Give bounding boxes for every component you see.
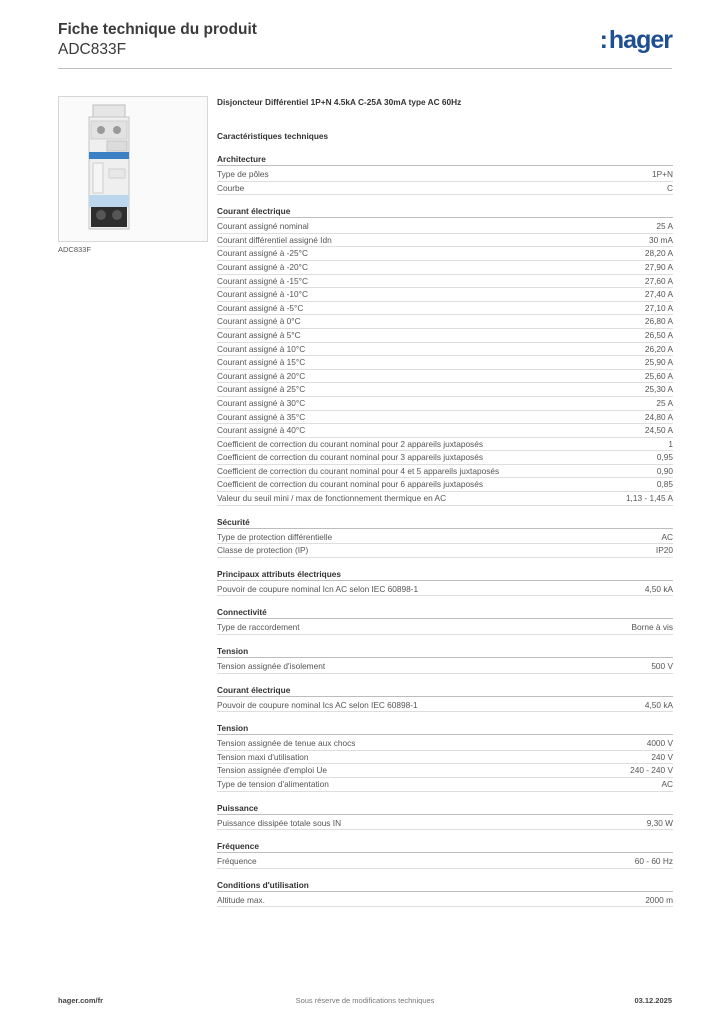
document-header: [58, 20, 257, 59]
circuit-breaker-icon: [59, 97, 207, 241]
section-title: Fréquence: [217, 840, 673, 853]
spec-section: [217, 568, 673, 597]
spec-row: [217, 621, 673, 635]
spec-label: Type de raccordement: [217, 622, 300, 633]
spec-row: [217, 182, 673, 196]
spec-label: Classe de protection (IP): [217, 545, 309, 556]
spec-row: [217, 411, 673, 425]
spec-row: [217, 751, 673, 765]
footer-website-link[interactable]: hager.com/fr: [58, 996, 104, 1005]
spec-section: [217, 645, 673, 674]
spec-label: Courant différentiel assigné Idn: [217, 234, 332, 245]
spec-label: Courant assigné à 25°C: [217, 384, 306, 395]
spec-section: [217, 802, 673, 831]
spec-value: 24,80 A: [644, 411, 673, 422]
footer-disclaimer: Sous réserve de modifications techniques: [295, 996, 435, 1005]
spec-label: Courant assigné à 30°C: [217, 397, 306, 408]
spec-label: Tension maxi d'utilisation: [217, 751, 309, 762]
section-title: Principaux attributs électriques: [217, 568, 673, 581]
spec-row: [217, 343, 673, 357]
spec-value: 500 V: [651, 661, 673, 672]
section-title: Architecture: [217, 153, 673, 166]
spec-row: [217, 247, 673, 261]
spec-row: [217, 261, 673, 275]
spec-row: [217, 397, 673, 411]
spec-value: 26,80 A: [644, 316, 673, 327]
spec-label: Courant assigné à -15°C: [217, 275, 308, 286]
spec-value: 30 mA: [649, 234, 673, 245]
spec-value: 25,30 A: [644, 384, 673, 395]
spec-value: AC: [661, 779, 673, 789]
logo-mark-icon: :: [599, 26, 608, 54]
spec-row: [217, 315, 673, 329]
section-title: Tension: [217, 645, 673, 658]
spec-value: 1P+N: [652, 169, 673, 179]
spec-label: Courant assigné à -10°C: [217, 289, 308, 300]
section-title: Connectivité: [217, 606, 673, 619]
spec-label: Courbe: [217, 182, 245, 193]
spec-row: [217, 168, 673, 182]
spec-value: 0,85: [656, 479, 673, 490]
document-footer: [58, 996, 672, 1008]
spec-row: [217, 764, 673, 778]
spec-section: [217, 840, 673, 869]
spec-section: [217, 205, 673, 505]
spec-section: [217, 516, 673, 558]
spec-row: [217, 438, 673, 452]
spec-label: Fréquence: [217, 856, 257, 867]
spec-section: [217, 684, 673, 713]
spec-row: [217, 531, 673, 545]
spec-value: AC: [661, 531, 673, 542]
spec-value: 1: [668, 438, 673, 449]
hager-logo: [600, 26, 672, 55]
spec-label: Puissance dissipée totale sous IN: [217, 817, 342, 828]
spec-label: Pouvoir de coupure nominal Icn AC selon IEC 60898-1: [217, 583, 419, 594]
spec-label: Type de protection différentielle: [217, 531, 333, 542]
spec-row: [217, 660, 673, 674]
spec-label: Type de pôles: [217, 169, 269, 179]
spec-label: Pouvoir de coupure nominal Ics AC selon IEC 60898-1: [217, 699, 418, 710]
section-title: Tension: [217, 722, 673, 735]
spec-value: 28,20 A: [644, 248, 673, 259]
spec-label: Coefficient de correction du courant nominal pour 4 et 5 appareils juxtaposés: [217, 465, 500, 476]
sections-container: [217, 153, 673, 907]
spec-value: 240 V: [651, 751, 673, 762]
spec-label: Tension assignée de tenue aux chocs: [217, 738, 356, 749]
spec-row: [217, 275, 673, 289]
spec-label: Courant assigné à -5°C: [217, 302, 304, 313]
spec-value: 0,90: [656, 465, 673, 476]
spec-label: Courant assigné à 20°C: [217, 370, 306, 381]
footer-date: 03.12.2025: [634, 996, 672, 1005]
section-title: Courant électrique: [217, 205, 673, 218]
spec-value: Borne à vis: [631, 622, 673, 633]
spec-label: Coefficient de correction du courant nominal pour 6 appareils juxtaposés: [217, 479, 483, 490]
spec-section: [217, 879, 673, 908]
spec-row: [217, 894, 673, 908]
spec-label: Courant assigné à -20°C: [217, 261, 308, 272]
spec-value: 1,13 - 1,45 A: [625, 493, 673, 504]
spec-value: 27,90 A: [644, 261, 673, 272]
header-divider: [58, 68, 672, 69]
spec-row: [217, 234, 673, 248]
spec-value: 25 A: [656, 221, 673, 232]
spec-value: 24,50 A: [644, 425, 673, 436]
spec-label: Tension assignée d'emploi Ue: [217, 765, 327, 776]
spec-value: 9,30 W: [646, 817, 673, 828]
spec-row: [217, 383, 673, 397]
spec-value: 4,50 kA: [644, 583, 673, 594]
spec-section: [217, 722, 673, 791]
spec-row: [217, 465, 673, 479]
product-description: Disjoncteur Différentiel 1P+N 4.5kA C-25A 30mA type AC 60Hz: [217, 97, 462, 107]
spec-row: [217, 478, 673, 492]
spec-label: Courant assigné à 40°C: [217, 425, 306, 436]
spec-value: 27,60 A: [644, 275, 673, 286]
spec-label: Courant assigné à -25°C: [217, 248, 308, 259]
spec-row: [217, 492, 673, 506]
spec-label: Altitude max.: [217, 894, 265, 905]
spec-value: 4000 V: [646, 738, 673, 749]
product-reference: ADC833F: [58, 41, 127, 58]
spec-label: Courant assigné à 15°C: [217, 357, 306, 368]
spec-label: Valeur du seuil mini / max de fonctionnement thermique en AC: [217, 493, 447, 504]
image-caption: ADC833F: [58, 245, 91, 254]
product-image: [58, 96, 208, 242]
spec-value: 27,40 A: [644, 289, 673, 300]
spec-label: Courant assigné à 10°C: [217, 343, 306, 354]
spec-row: [217, 699, 673, 713]
section-title: Sécurité: [217, 516, 673, 529]
spec-label: Type de tension d'alimentation: [217, 779, 329, 789]
spec-row: [217, 737, 673, 751]
spec-row: [217, 329, 673, 343]
spec-label: Courant assigné à 5°C: [217, 329, 301, 340]
spec-value: 240 - 240 V: [630, 765, 673, 776]
spec-label: Coefficient de correction du courant nominal pour 2 appareils juxtaposés: [217, 438, 483, 449]
spec-row: [217, 288, 673, 302]
characteristics-title: Caractéristiques techniques: [217, 131, 329, 141]
spec-label: Courant assigné à 35°C: [217, 411, 306, 422]
spec-value: 60 - 60 Hz: [634, 856, 673, 867]
spec-row: [217, 778, 673, 792]
spec-section: [217, 606, 673, 635]
logo-text: hager: [608, 26, 672, 54]
spec-value: 0,95: [656, 452, 673, 463]
spec-value: C: [667, 182, 673, 193]
spec-row: [217, 583, 673, 597]
spec-value: 25,60 A: [644, 370, 673, 381]
section-title: Courant électrique: [217, 684, 673, 697]
spec-value: 25,90 A: [644, 357, 673, 368]
spec-value: 26,20 A: [644, 343, 673, 354]
spec-section: [217, 153, 673, 195]
spec-row: [217, 370, 673, 384]
spec-label: Courant assigné nominal: [217, 221, 309, 232]
spec-row: [217, 451, 673, 465]
spec-row: [217, 817, 673, 831]
spec-row: [217, 424, 673, 438]
spec-row: [217, 302, 673, 316]
spec-value: 27,10 A: [644, 302, 673, 313]
spec-label: Coefficient de correction du courant nominal pour 3 appareils juxtaposés: [217, 452, 483, 463]
page-title: Fiche technique du produit: [58, 21, 257, 38]
characteristics-panel: [217, 96, 673, 907]
spec-row: [217, 544, 673, 558]
spec-row: [217, 220, 673, 234]
spec-label: Tension assignée d'isolement: [217, 661, 326, 672]
section-title: Conditions d'utilisation: [217, 879, 673, 892]
spec-value: 25 A: [656, 397, 673, 408]
spec-label: Courant assigné à 0°C: [217, 316, 301, 327]
spec-row: [217, 855, 673, 869]
spec-row: [217, 356, 673, 370]
spec-value: IP20: [655, 545, 673, 556]
spec-value: 26,50 A: [644, 329, 673, 340]
spec-value: 2000 m: [645, 894, 673, 905]
spec-value: 4,50 kA: [644, 699, 673, 710]
section-title: Puissance: [217, 802, 673, 815]
